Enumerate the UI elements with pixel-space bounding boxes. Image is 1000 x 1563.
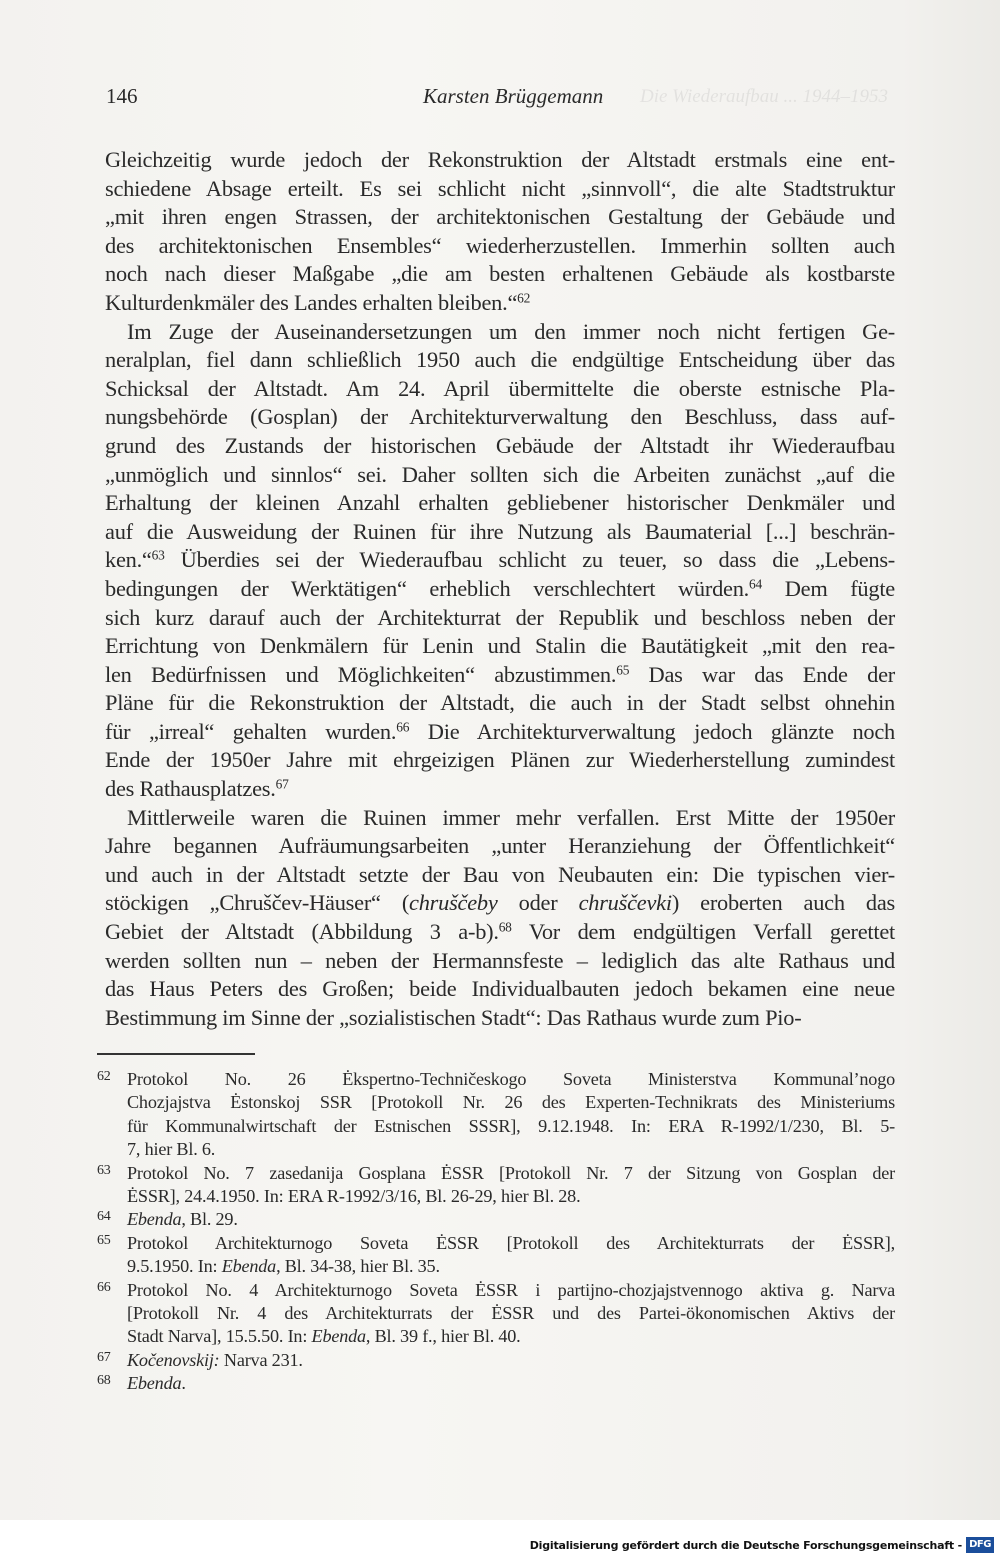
footnote-line: Protokol No. 26 Ėkspertno-Techničeskogo Soveta Ministerstva Kommunal’nogo (127, 1069, 895, 1089)
footnote-line: Protokol No. 4 Architekturnogo Soveta ĖSSR i partijno-chozjajstvennogo aktiva g. Narva (127, 1279, 895, 1300)
text-line: Bestimmung im Sinne der „sozialistischen Stadt“: Das Rathaus wurde zum Pio- (105, 1004, 802, 1030)
text-line: und auch in der Altstadt setzte der Bau von Neubauten ein: Die typischen vier- (105, 861, 895, 887)
footnote-line: Ebenda. (127, 1373, 186, 1394)
text-line: des architektonischen Ensembles“ wiederherzustellen. Immerhin sollten auch (105, 232, 895, 258)
text-line: Schicksal der Altstadt. Am 24. April übermittelte die oberste estnische Pla- (105, 375, 895, 401)
text-line: des Rathausplatzes.$^{67}$ (105, 776, 289, 802)
text-line: Jahre begannen Aufräumungsarbeiten „unter Heranziehung der Öffentlichkeit“ (105, 833, 895, 859)
digitization-credit: Digitalisierung gefördert durch die Deutsche Forschungsgemeinschaft - (529, 1539, 962, 1552)
footnote-line: Kočenovskij: Narva 231. (127, 1349, 303, 1370)
text-line: Im Zuge der Auseinandersetzungen um den immer noch nicht fertigen Ge- (127, 318, 895, 344)
text-line: nungsbehörde (Gosplan) der Architekturverwaltung den Beschluss, dass auf- (105, 404, 895, 430)
footnote-reference[interactable]: 67 (275, 776, 289, 792)
text-line: werden sollten nun – neben der Hermannsfeste – lediglich das alte Rathaus und (105, 947, 895, 973)
footnote-number: 68 (97, 1373, 111, 1389)
footnote-reference[interactable]: 64 (749, 576, 762, 592)
footnote-reference[interactable]: 65 (616, 662, 630, 678)
text-line: „mit ihren engen Strassen, der architektonischen Gestaltung der Gebäude und (105, 204, 895, 230)
footnote-line: ĖSSR], 24.4.1950. In: ERA R-1992/3/16, Bl. 26-29, hier Bl. 28. (127, 1186, 581, 1207)
text-line: ken.“$^{63}$ Überdies sei der Wiederaufbau schlicht zu teuer, so dass die „Lebens- (105, 547, 895, 573)
text-line: das Haus Peters des Großen; beide Individualbauten jedoch bekamen eine neue (105, 976, 895, 1002)
footnote-line: 9.5.1950. In: Ebenda, Bl. 34-38, hier Bl. 35. (127, 1256, 440, 1277)
footnote-reference[interactable]: 66 (396, 719, 410, 735)
footnote-number: 66 (97, 1279, 111, 1295)
text-line: stöckigen „Chruščev-Häuser“ (chruščeby oder chruščevki) eroberten auch das (105, 890, 895, 916)
footnote-number: 67 (97, 1349, 111, 1365)
footnote-64 (97, 1208, 895, 1231)
text-line: neralplan, fiel dann schließlich 1950 auch die endgültige Entscheidung über das (105, 347, 895, 373)
text-line: Kulturdenkmäler des Landes erhalten bleiben.“$^{62}$ (105, 289, 531, 315)
footnote-line: Protokol Architekturnogo Soveta ĖSSR [Protokoll des Architekturrats der ĖSSR], (127, 1232, 895, 1253)
footnote-68 (97, 1372, 895, 1395)
footnote-number: 65 (97, 1232, 111, 1248)
page-number: 146 (106, 84, 138, 108)
footnote-number: 62 (97, 1069, 111, 1084)
text-line: auf die Ausweidung der Ruinen für ihre Nutzung als Baumaterial [...] beschrän- (105, 518, 895, 544)
footnote-line: Ebenda, Bl. 29. (127, 1209, 238, 1230)
footnote-reference[interactable]: 62 (517, 290, 531, 306)
footnote-line: 7, hier Bl. 6. (127, 1139, 216, 1160)
text-line: Gebiet der Altstadt (Abbildung 3 a-b).$^{68}$ Vor dem endgültigen Verfall gerettet (105, 919, 895, 945)
text-line: „unmöglich und sinnlos“ sei. Daher sollten sich die Arbeiten zunächst „auf die (105, 461, 895, 487)
footnote-line: [Protokoll Nr. 4 des Architekturrats der ĖSSR und des Partei-ökonomischen Aktivs der (127, 1303, 895, 1324)
main-text (105, 146, 895, 1032)
running-head-author: Karsten Brüggemann (423, 84, 604, 108)
footnote-line: für Kommunalwirtschaft der Estnischen SSSR], 9.12.1948. In: ERA R-1992/1/230, Bl. 5- (127, 1115, 895, 1136)
text-line: für „irreal“ gehalten wurden.$^{66}$ Die Architekturverwaltung jedoch glänzte noch (105, 718, 895, 744)
text-line: bedingungen der Werktätigen“ erheblich verschlechtert würden.$^{64}$ Dem fügte (105, 575, 895, 601)
footnotes (97, 1068, 895, 1396)
footnote-reference[interactable]: 68 (498, 919, 512, 935)
dfg-logo-icon: DFG (966, 1537, 994, 1553)
footnote-number: 63 (97, 1162, 111, 1178)
footnote-65 (97, 1232, 895, 1279)
footnote-line: Chozjajstva Ėstonskoj SSR [Protokoll Nr. 26 des Experten-Technikrats des Ministeriums (127, 1092, 895, 1113)
text-line: sich kurz darauf auch der Architekturrat der Republik und beschloss neben der (105, 604, 895, 630)
text-line: Mittlerweile waren die Ruinen immer mehr verfallen. Erst Mitte der 1950er (127, 804, 895, 830)
footnote-66 (97, 1279, 895, 1349)
footnote-63 (97, 1162, 895, 1209)
page-header (106, 84, 896, 114)
footnote-reference[interactable]: 63 (151, 547, 165, 563)
footnote-line: Stadt Narva], 15.5.50. In: Ebenda, Bl. 39 f., hier Bl. 40. (127, 1326, 521, 1347)
text-line: Pläne für die Rekonstruktion der Altstadt, die auch in der Stadt selbst ohnehin (105, 690, 895, 716)
text-line: schiedene Absage erteilt. Es sei schlicht nicht „sinnvoll“, die alte Stadtstruktur (105, 175, 895, 201)
text-line: Ende der 1950er Jahre mit ehrgeizigen Plänen zur Wiederherstellung zumindest (105, 747, 895, 773)
footnote-number: 64 (97, 1209, 111, 1225)
text-line: Erhaltung der kleinen Anzahl erhalten gebliebener historischer Denkmäler und (105, 490, 895, 516)
text-line: noch nach dieser Maßgabe „die am besten erhaltenen Gebäude als kostbarste (105, 261, 895, 287)
text-line: grund des Zustands der historischen Gebäude der Altstadt ihr Wiederaufbau (105, 432, 895, 458)
text-line: Errichtung von Denkmälern für Lenin und Stalin die Bautätigkeit „mit den rea- (105, 633, 895, 659)
footnote-line: Protokol No. 7 zasedanija Gosplana ĖSSR [Protokoll Nr. 7 der Sitzung von Gosplan der (127, 1162, 895, 1183)
text-line: Gleichzeitig wurde jedoch der Rekonstruktion der Altstadt erstmals eine ent- (105, 147, 895, 172)
footnote-separator (97, 1053, 255, 1055)
footnote-67 (97, 1349, 895, 1372)
bleedthrough-text: Die Wiederaufbau ... 1944–1953 (640, 86, 889, 107)
text-line: len Bedürfnissen und Möglichkeiten“ abzustimmen.$^{65}$ Das war das Ende der (105, 661, 895, 687)
footnote-62 (97, 1068, 895, 1162)
